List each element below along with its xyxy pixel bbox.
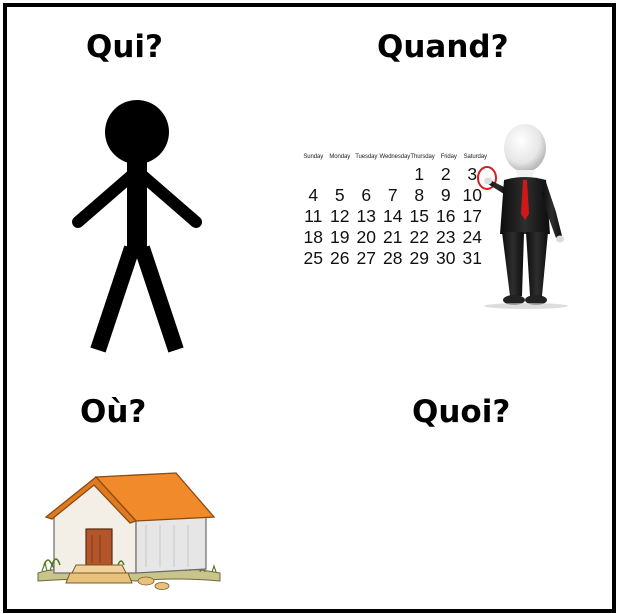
- calendar-day: 8: [414, 185, 425, 205]
- weekday-label: Friday: [440, 154, 457, 160]
- stick-figure-image: [68, 100, 208, 358]
- weekday-label: Saturday: [463, 154, 487, 160]
- calendar-day: 7: [387, 185, 398, 205]
- calendar-day: 23: [436, 227, 456, 247]
- calendar-day-circled: 3: [467, 164, 478, 184]
- calendar-day: [353, 164, 380, 185]
- calendar-day-grid: [300, 164, 500, 269]
- calendar-day: 5: [334, 185, 345, 205]
- question-when: Quand?: [377, 29, 509, 65]
- calendar-day: 21: [383, 227, 403, 247]
- calendar-image: [300, 150, 500, 269]
- calendar-day: 12: [330, 206, 350, 226]
- calendar-day: 27: [356, 248, 376, 268]
- calendar-day: 30: [436, 248, 456, 268]
- question-where: Où?: [80, 394, 147, 430]
- calendar-day: 15: [409, 206, 429, 226]
- calendar-day: 28: [383, 248, 403, 268]
- question-what: Quoi?: [412, 394, 511, 430]
- house-image: [36, 455, 222, 595]
- calendar-weekday-row: [300, 150, 500, 164]
- weekday-label: Monday: [329, 154, 351, 160]
- calendar-day: [327, 164, 354, 185]
- calendar-day: 13: [356, 206, 376, 226]
- weekday-label: Sunday: [303, 154, 324, 160]
- calendar-day: 20: [356, 227, 376, 247]
- calendar-day: 18: [303, 227, 323, 247]
- calendar-day: [380, 164, 407, 185]
- calendar-day: 16: [436, 206, 456, 226]
- calendar-day: [300, 164, 327, 185]
- calendar-day: 22: [409, 227, 429, 247]
- calendar-day: 6: [361, 185, 372, 205]
- calendar-day: 19: [330, 227, 350, 247]
- businessman-image: [476, 122, 572, 310]
- calendar-day: 10: [462, 185, 482, 205]
- calendar-day: 4: [308, 185, 319, 205]
- weekday-label: Wednesday: [379, 154, 411, 160]
- weekday-label: Thursday: [410, 154, 435, 160]
- calendar-day: 25: [303, 248, 323, 268]
- calendar-day: 31: [462, 248, 482, 268]
- calendar-day: 2: [440, 164, 451, 184]
- question-who: Qui?: [86, 29, 164, 65]
- calendar-day: 1: [414, 164, 425, 184]
- calendar-day: 9: [440, 185, 451, 205]
- weekday-label: Tuesday: [355, 154, 378, 160]
- calendar-day: 24: [462, 227, 482, 247]
- calendar-day: 14: [383, 206, 403, 226]
- calendar-day: 11: [304, 206, 323, 226]
- calendar-day: 17: [462, 206, 482, 226]
- calendar-day: 26: [330, 248, 350, 268]
- calendar-day: 29: [409, 248, 429, 268]
